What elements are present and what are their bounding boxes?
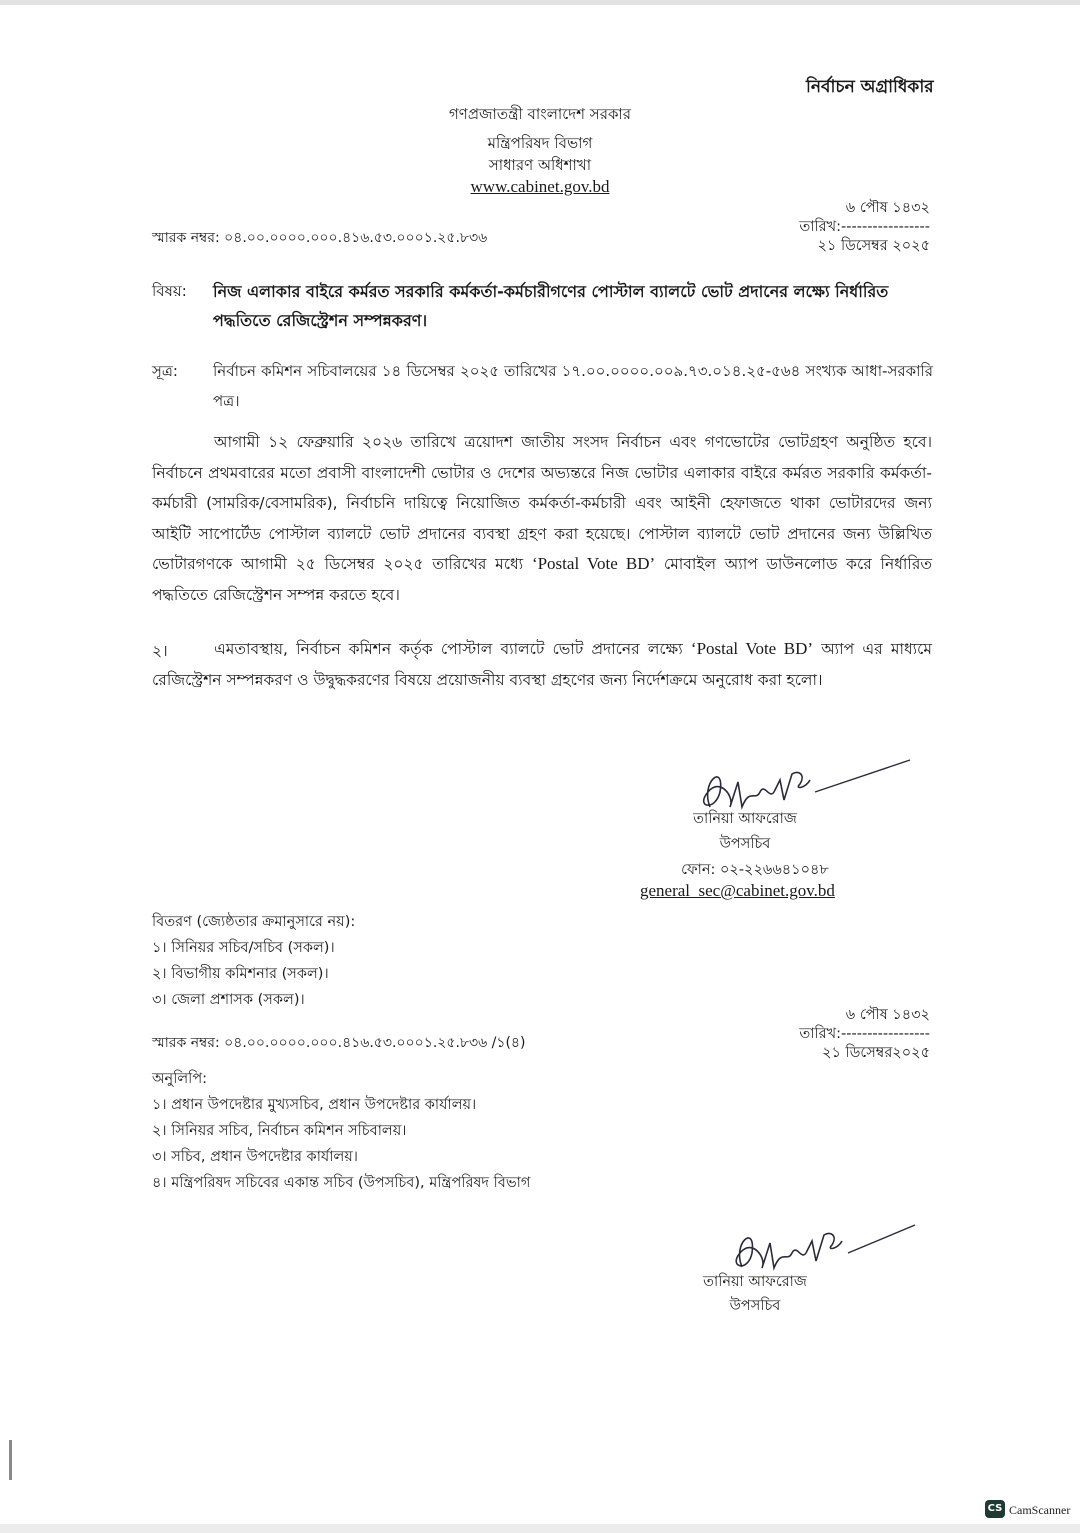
para2-text-b: অ্যাপ এর মাধ্যমে রেজিস্ট্রেশন সম্পন্নকরণ ও উদ্বুদ্ধকরণের বিষয়ে প্রয়োজনীয় ব্যবস্থা গ্রহণের জন্য নির্দেশক্রমে অনুরোধ করা হলো। xyxy=(152,640,933,689)
signer-email-link[interactable]: general_sec@cabinet.gov.bd xyxy=(640,881,835,900)
camscanner-logo-icon: CS xyxy=(985,1500,1005,1518)
copies-item: ২। সিনিয়র সচিব, নির্বাচন কমিশন সচিবালয়। xyxy=(152,1123,407,1139)
date-block-top xyxy=(799,199,930,256)
body-paragraph-2 xyxy=(152,634,932,695)
memo-number: স্মারক নম্বর: ০৪.০০.০০০০.০০০.৪১৬.৫৩.০০০১.২৫.৮৩৬ xyxy=(152,230,488,246)
subject-label: বিষয়: xyxy=(152,282,187,300)
distribution-item: ১। সিনিয়র সচিব/সচিব (সকল)। xyxy=(152,940,335,956)
branch-name: সাধারণ অধিশাখা xyxy=(488,156,592,174)
signature-2 xyxy=(720,1205,920,1280)
copies-item: ৩। সচিব, প্রধান উপদেষ্টার কার্যালয়। xyxy=(152,1149,358,1165)
memo-number-2: স্মারক নম্বর: ০৪.০০.০০০০.০০০.৪১৬.৫৩.০০০১.২৫.৮৩৬ /১(৪) xyxy=(152,1035,526,1051)
date-bangla: ৬ পৌষ ১৪৩২ xyxy=(845,200,930,216)
app-name: ‘Postal Vote BD’ xyxy=(531,554,656,573)
distribution-title: বিতরণ (জ্যেষ্ঠতার ক্রমানুসারে নয়): xyxy=(152,914,356,930)
copies-list xyxy=(152,1066,530,1196)
copies-item: ৪। মন্ত্রিপরিষদ সচিবের একান্ত সচিব (উপসচিব), মন্ত্রিপরিষদ বিভাগ xyxy=(152,1175,531,1191)
distribution-item: ২। বিভাগীয় কমিশনার (সকল)। xyxy=(152,966,329,982)
website-link[interactable]: www.cabinet.gov.bd xyxy=(470,177,610,196)
page-bottom-edge xyxy=(0,1524,1080,1533)
date-label: তারিখ:----------------- xyxy=(799,219,930,235)
para1-text-b: মোবাইল অ্যাপ ডাউনলোড করে নির্ধারিত পদ্ধতিতে রেজিস্ট্রেশন সম্পন্ন করতে হবে। xyxy=(152,555,932,604)
signer-designation-1: উপসচিব xyxy=(719,836,771,852)
scan-edge-mark xyxy=(9,1440,12,1480)
signer-designation-2: উপসচিব xyxy=(729,1298,781,1314)
copies-title: অনুলিপি: xyxy=(152,1071,208,1087)
government-name: গণপ্রজাতন্ত্রী বাংলাদেশ সরকার xyxy=(448,105,632,123)
division-name: মন্ত্রিপরিষদ বিভাগ xyxy=(487,134,593,152)
body-paragraph-1 xyxy=(152,427,932,610)
app-name-2: ‘Postal Vote BD’ xyxy=(690,639,814,658)
camscanner-watermark: CamScanner xyxy=(1009,1503,1071,1517)
date-gregorian-2: ২১ ডিসেম্বর২০২৫ xyxy=(822,1045,930,1061)
distribution-list xyxy=(152,909,355,1013)
subject-text: নিজ এলাকার বাইরে কর্মরত সরকারি কর্মকর্তা-কর্মচারীগণের পোস্টাল ব্যালটে ভোট প্রদানের লক্ষ্যে নির্ধারিত পদ্ধতিতে রেজিস্ট্রেশন সম্পন্নকরণ। xyxy=(213,282,889,330)
para2-number: ২। xyxy=(152,642,168,660)
signer-name-2: তানিয়া আফরোজ xyxy=(703,1274,807,1290)
signer-phone: ফোন: ০২-২২৬৬৪১০৪৮ xyxy=(681,862,829,878)
reference-text: নির্বাচন কমিশন সচিবালয়ের ১৪ ডিসেম্বর ২০২৫ তারিখের ১৭.০০.০০০০.০০৯.৭৩.০১৪.২৫-৫৬৪ সংখ্যক আধা-সরকারি পত্র। xyxy=(213,362,933,410)
para2-text-a: এমতাবস্থায়, নির্বাচন কমিশন কর্তৃক পোস্টাল ব্যালটে ভোট প্রদানের লক্ষ্যে xyxy=(214,640,691,658)
date-bangla-2: ৬ পৌষ ১৪৩২ xyxy=(845,1007,930,1023)
para1-text-a: আগামী ১২ ফেব্রুয়ারি ২০২৬ তারিখে ত্রয়োদশ জাতীয় সংসদ নির্বাচন এবং গণভোটের ভোটগ্রহণ অনুষ্ঠিত হবে। নির্বাচনে প্রথমবারের মতো প্রবাসী বাংলাদেশী ভোটার ও দেশের অভ্যন্তরে নিজ ভোটার এলাকার বাইরে কর্মরত সরকারি কর্মকর্তা-কর্মচারী (সামরিক/বেসামরিক), নির্বাচনি দায়িত্বে নিয়োজিত কর্মকর্তা-কর্মচারী এবং আইনী হেফাজতে থাকা ভোটারদের জন্য আইটি সাপোর্টেড পোস্টাল ব্যালটে ভোট প্রদানের ব্যবস্থা গ্রহণ করা হয়েছে। পোস্টাল ব্যালটে ভোট প্রদানের জন্য উল্লিখিত ভোটারগণকে আগামী ২৫ ডিসেম্বর ২০২৫ তারিখের মধ্যে xyxy=(152,433,932,573)
date-label-2: তারিখ:----------------- xyxy=(799,1026,930,1042)
date-gregorian: ২১ ডিসেম্বর ২০২৫ xyxy=(817,238,930,254)
signer-name-1: তানিয়া আফরোজ xyxy=(693,811,797,827)
distribution-item: ৩। জেলা প্রশাসক (সকল)। xyxy=(152,992,305,1008)
priority-stamp: নির্বাচন অগ্রাধিকার xyxy=(806,77,934,97)
date-block-bottom xyxy=(799,1006,930,1063)
page-top-edge xyxy=(0,0,1080,5)
reference-label: সূত্র: xyxy=(152,362,178,380)
copies-item: ১। প্রধান উপদেষ্টার মুখ্যসচিব, প্রধান উপদেষ্টার কার্যালয়। xyxy=(152,1097,477,1113)
